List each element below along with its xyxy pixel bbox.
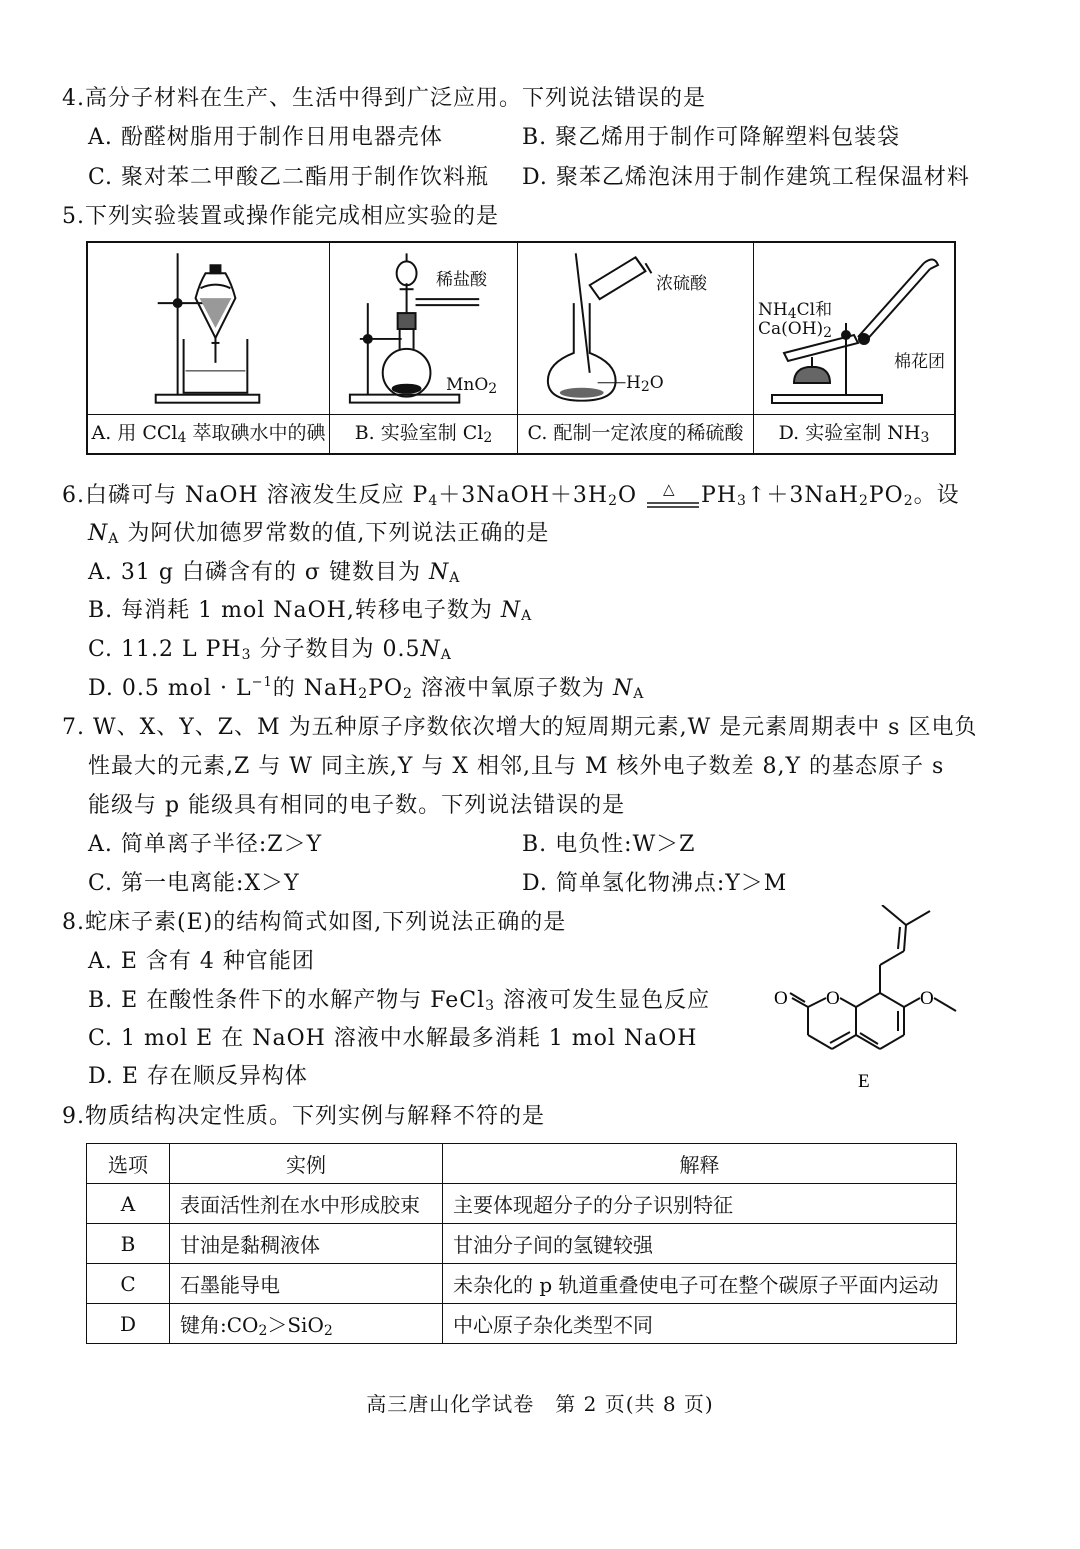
apparatus-c-caption: C. 配制一定浓度的稀硫酸 [518,414,753,453]
header-explanation: 解释 [443,1144,957,1184]
table-row [87,1264,957,1304]
heating-equals-sign: △ [663,480,676,498]
label-nh4cl: $NH_4Cl$和 [758,300,833,322]
q8-option-b: B. E 在酸性条件下的水解产物与 FeCl$_3$ 溶液可发生显色反应 [88,988,711,1014]
table-row [87,1304,957,1344]
q5-stem: 5.下列实验装置或操作能完成相应实验的是 [62,204,499,229]
row-explanation: 中心原子杂化类型不同 [443,1304,957,1344]
label-conc-h2so4: 浓硫酸 [656,274,707,294]
q4-option-b: B. 聚乙烯用于制作可降解塑料包装袋 [522,125,901,150]
q9-stem: 9.物质结构决定性质。下列实例与解释不符的是 [62,1104,545,1129]
q7-stem-line2: 性最大的元素,Z 与 W 同主族,Y 与 X 相邻,且与 M 核外电子数差 8,Y 的基态原子 s [88,754,945,779]
q7-stem-line1: 7. W、X、Y、Z、M 为五种原子序数依次增大的短周期元素,W 是元素周期表中 s 区电负 [62,715,978,740]
q6-stem-line2: $N_A$ 为阿伏加德罗常数的值,下列说法正确的是 [88,521,550,547]
q9-table [86,1143,957,1344]
apparatus-a [88,243,330,453]
row-option: C [87,1264,170,1304]
structure-label-e: E [858,1071,870,1092]
page-footer: 高三唐山化学试卷 第 2 页(共 8 页) [366,1392,714,1416]
row-explanation: 主要体现超分子的分子识别特征 [443,1184,957,1224]
q6-option-b: B. 每消耗 1 mol NaOH,转移电子数为 $N_A$ [88,598,533,624]
q7-option-a: A. 简单离子半径:Z＞Y [88,832,323,857]
row-explanation: 甘油分子间的氢键较强 [443,1224,957,1264]
label-water: $H_2O$ [626,373,664,395]
row-option: A [87,1184,170,1224]
row-option: B [87,1224,170,1264]
q7-stem-line3: 能级与 p 能级具有相同的电子数。下列说法错误的是 [88,793,626,818]
apparatus-a-caption: A. 用 CCl$_4$ 萃取碘水中的碘 [88,414,329,453]
row-example: 甘油是黏稠液体 [170,1224,443,1264]
separatory-funnel-figure [88,243,329,413]
header-option: 选项 [87,1144,170,1184]
apparatus-d-caption: D. 实验室制 $NH_3$ [754,414,954,453]
apparatus-c [518,243,754,453]
q6-option-c: C. 11.2 L $PH_3$ 分子数目为 $0.5N_A$ [88,637,452,663]
q8-option-c: C. 1 mol E 在 NaOH 溶液中水解最多消耗 1 mol NaOH [88,1026,698,1051]
header-example: 实例 [170,1144,443,1184]
label-dilute-hcl: 稀盐酸 [436,270,487,290]
apparatus-b [330,243,518,453]
label-mno2: MnO$_2$ [446,375,498,397]
q4-option-c: C. 聚对苯二甲酸乙二酯用于制作饮料瓶 [88,165,490,190]
q9-header-row [87,1144,957,1184]
q4-option-a: A. 酚醛树脂用于制作日用电器壳体 [88,125,443,150]
q8-option-a: A. E 含有 4 种官能团 [88,949,315,974]
row-example: 表面活性剂在水中形成胶束 [170,1184,443,1224]
q4-option-d: D. 聚苯乙烯泡沫用于制作建筑工程保温材料 [522,165,970,190]
ring-oxygen-label: O [826,988,840,1009]
apparatus-table [86,241,956,455]
label-caoh2: $Ca(OH)_2$ [758,319,833,341]
q6-stem-line1: 6.白磷可与 NaOH 溶液发生反应 $P_4+3NaOH+3H_2O$ △ $PH_3↑+3NaH_2PO_2$。设 [62,480,960,509]
apparatus-d [754,243,954,453]
row-example: 键角$:CO_2>SiO_2$ [170,1304,443,1344]
q7-option-b: B. 电负性:W＞Z [522,832,696,857]
table-row [87,1224,957,1264]
q7-option-d: D. 简单氢化物沸点:Y＞M [522,871,788,896]
osthole-structure-figure [770,905,966,1095]
q6-option-d: D. 0.5 mol · $L^{-1}$的 $NaH_2PO_2$ 溶液中氧原子数为 $N_A$ [88,675,645,702]
row-explanation: 未杂化的 p 轨道重叠使电子可在整个碳原子平面内运动 [443,1264,957,1304]
carbonyl-oxygen-label: O [774,988,788,1009]
q7-option-c: C. 第一电离能:X＞Y [88,871,300,896]
q8-stem: 8.蛇床子素(E)的结构简式如图,下列说法正确的是 [62,910,567,935]
label-cotton: 棉花团 [894,352,945,372]
q6-option-a: A. 31 g 白磷含有的 σ 键数目为 $N_A$ [88,560,461,586]
methoxy-oxygen-label: O [920,988,934,1009]
q4-stem: 4.高分子材料在生产、生活中得到广泛应用。下列说法错误的是 [62,86,706,111]
row-option: D [87,1304,170,1344]
apparatus-b-caption: B. 实验室制 $Cl_2$ [330,414,517,453]
q8-option-d: D. E 存在顺反异构体 [88,1064,308,1089]
row-example: 石墨能导电 [170,1264,443,1304]
table-row [87,1184,957,1224]
